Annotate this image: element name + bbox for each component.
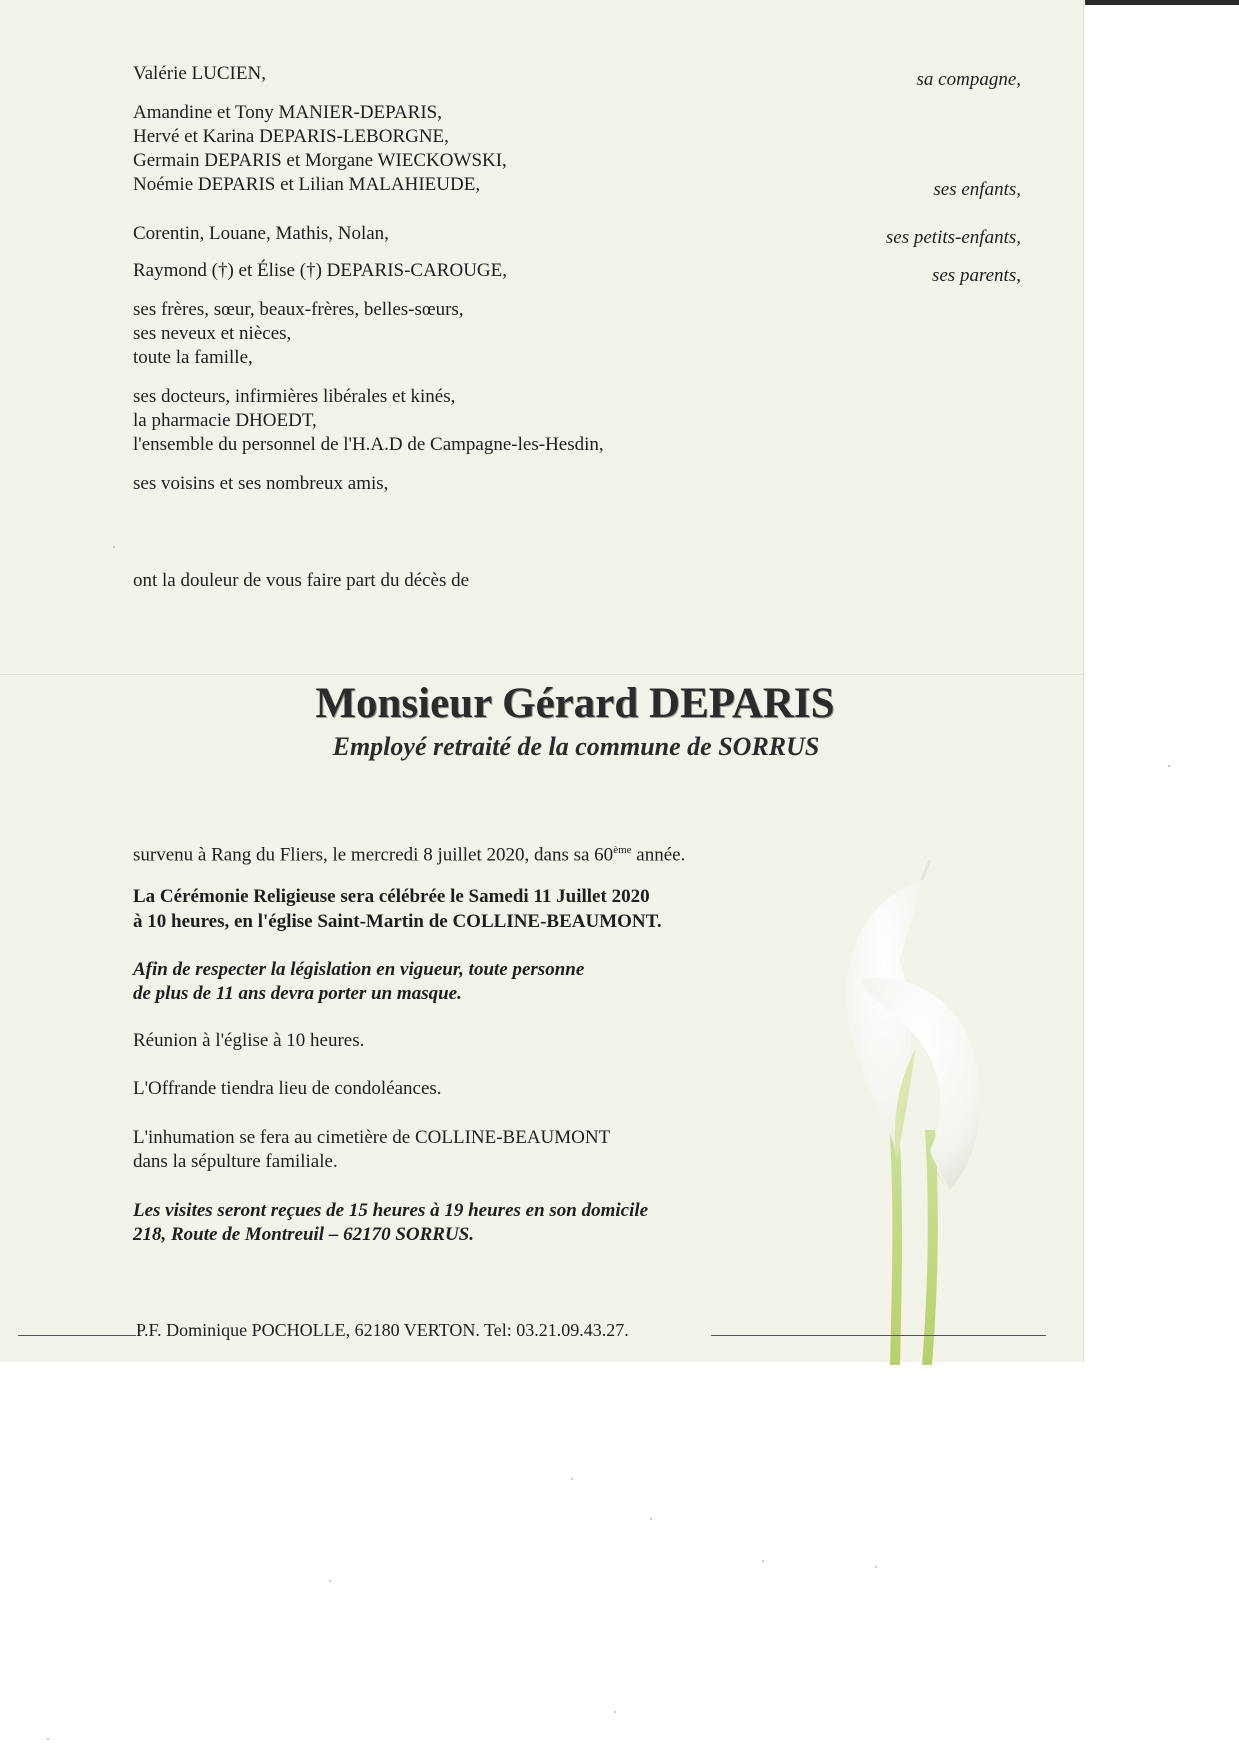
child-line-4: Noémie DEPARIS et Lilian MALAHIEUDE, [133,174,481,195]
scan-speck [650,1518,652,1520]
burial-line-1: L'inhumation se fera au cimetière de COLLINE-BEAUMONT [133,1127,611,1148]
siblings-line-1: ses frères, sœur, beaux-frères, belles-sœurs, [133,299,464,320]
scan-speck [762,1560,764,1562]
scan-speck [614,1711,616,1713]
child-line-1: Amandine et Tony MANIER-DEPARIS, [133,102,443,123]
calla-lily-illustration [800,860,1050,1365]
ceremony-line-1: La Cérémonie Religieuse sera célébrée le Samedi 11 Juillet 2020 [133,886,650,907]
child-line-2: Hervé et Karina DEPARIS-LEBORGNE, [133,126,449,147]
child-line-3: Germain DEPARIS et Morgane WIECKOWSKI, [133,150,507,171]
siblings-line-3: toute la famille, [133,347,253,368]
care-line-3: l'ensemble du personnel de l'H.A.D de Campagne-les-Hesdin, [133,434,604,455]
scan-speck [1168,765,1170,767]
deceased-title: Employé retraité de la commune de SORRUS [332,732,820,761]
scan-speck [113,546,115,548]
children-role: ses enfants, [933,179,1021,200]
scan-speck [875,1566,877,1568]
offering: L'Offrande tiendra lieu de condoléances. [133,1078,442,1099]
friends: ses voisins et ses nombreux amis, [133,473,389,494]
fold-line [0,674,1083,675]
parents-role: ses parents, [931,265,1021,286]
meeting: Réunion à l'église à 10 heures. [133,1030,365,1051]
care-line-2: la pharmacie DHOEDT, [133,410,317,431]
companion-role: sa compagne, [916,69,1021,90]
parents: Raymond (†) et Élise (†) DEPARIS-CAROUGE, [133,260,507,281]
funeral-home-contact: P.F. Dominique POCHOLLE, 62180 VERTON. Tel: 03.21.09.43.27. [136,1320,629,1340]
mask-line-1: Afin de respecter la législation en vigueur, toute personne [133,959,585,980]
footer-rule-left [18,1335,136,1336]
scan-speck [329,1580,331,1582]
footer-rule-right [711,1335,1046,1336]
ceremony-line-2: à 10 heures, en l'église Saint-Martin de COLLINE-BEAUMONT. [133,911,662,932]
announcement: ont la douleur de vous faire part du décès de [133,570,470,591]
deceased-name: Monsieur Gérard DEPARIS [315,680,835,727]
visits-line-1: Les visites seront reçues de 15 heures à 19 heures en son domicile [133,1200,649,1221]
scan-edge [1085,0,1239,5]
care-line-1: ses docteurs, infirmières libérales et kinés, [133,386,456,407]
scan-speck [571,1478,573,1480]
grandchildren: Corentin, Louane, Mathis, Nolan, [133,223,389,244]
burial-line-2: dans la sépulture familiale. [133,1151,338,1172]
death-notice: survenu à Rang du Fliers, le mercredi 8 juillet 2020, dans sa 60ème année. [133,844,686,866]
visits-line-2: 218, Route de Montreuil – 62170 SORRUS. [133,1224,474,1245]
companion-name: Valérie LUCIEN, [133,63,266,84]
scan-speck [47,1738,49,1740]
grandchildren-role: ses petits-enfants, [885,227,1021,248]
mask-line-2: de plus de 11 ans devra porter un masque. [133,983,462,1004]
siblings-line-2: ses neveux et nièces, [133,323,292,344]
